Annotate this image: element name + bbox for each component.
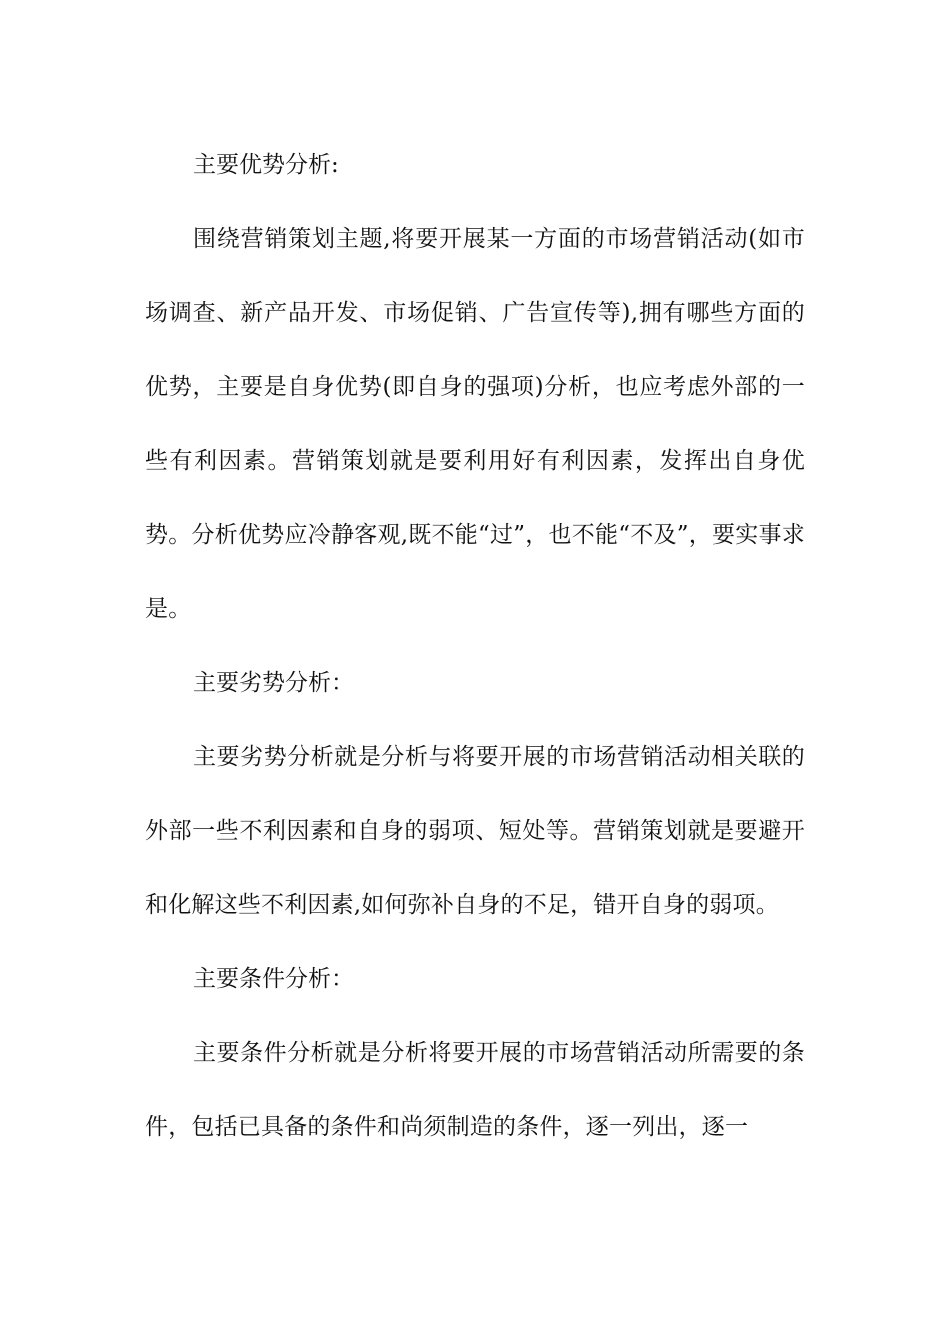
section-heading-strengths: 主要优势分析: (193, 152, 339, 178)
section-heading-weaknesses: 主要劣势分析： (193, 670, 354, 696)
section-paragraph-weaknesses: 主要劣势分析就是分析与将要开展的市场营销活动相关联的外部一些不利因素和自身的弱项、短处等。营销策划就是要避开和化解这些不利因素,如何弥补自身的不足，错开自身的弱项。 (145, 744, 805, 918)
section-paragraph-strengths: 围绕营销策划主题,将要开展某一方面的市场营销活动(如市场调查、新产品开发、市场促销、广告宣传等),拥有哪些方面的优势，主要是自身优势(即自身的强项)分析，也应考虑外部的一些有利因素。营销策划就是要利用好有利因素，发挥出自身优势。分析优势应冷静客观,既不能“过”，也不能“不及”，要实事求是。 (145, 226, 805, 622)
document-body (145, 128, 805, 1164)
section-heading-conditions: 主要条件分析： (193, 966, 354, 992)
section-paragraph-conditions: 主要条件分析就是分析将要开展的市场营销活动所需要的条件，包括已具备的条件和尚须制造的条件，逐一列出，逐一 (145, 1040, 805, 1140)
